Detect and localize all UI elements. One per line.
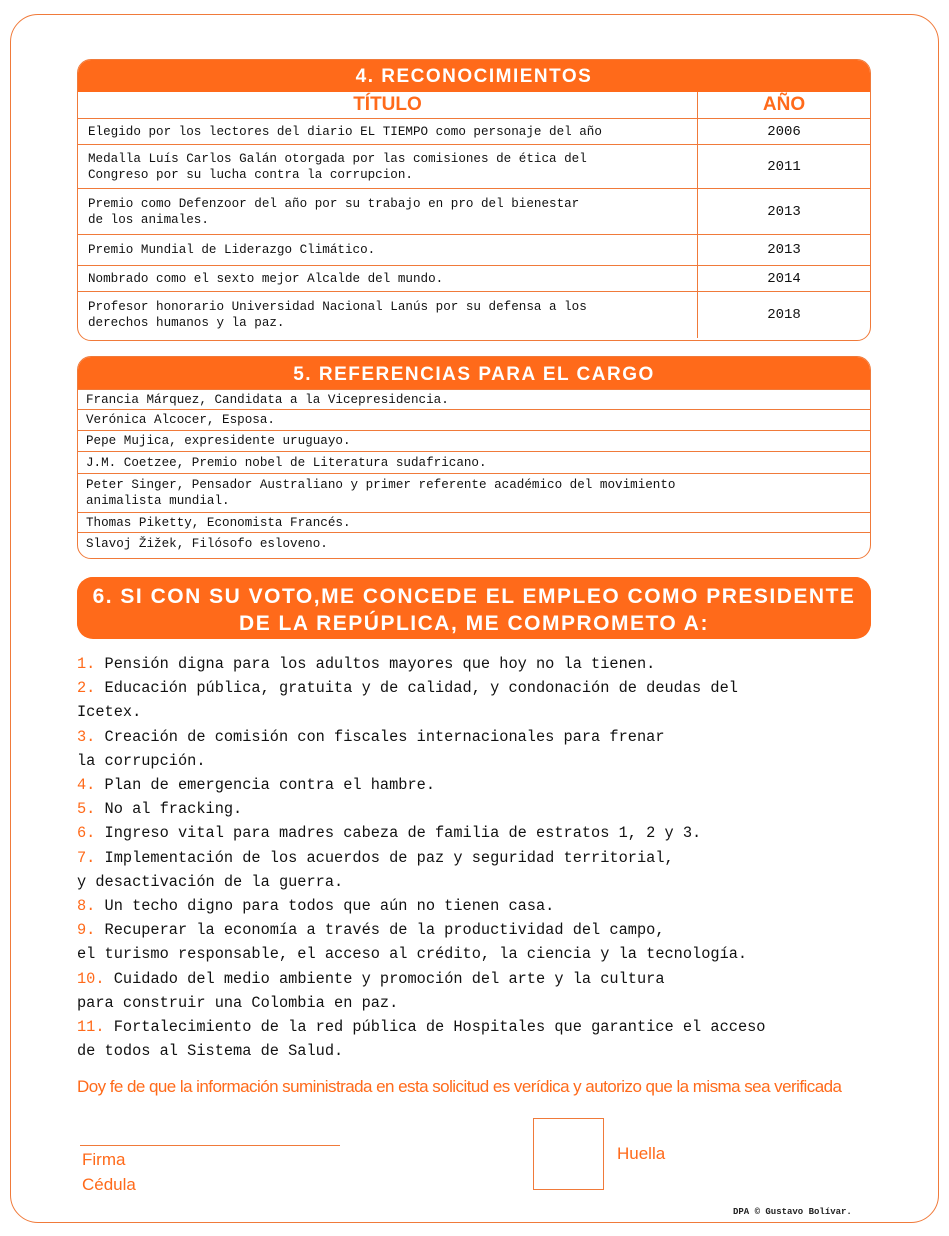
compromiso-text: No al fracking. [95,800,243,819]
reconocimiento-row [78,266,870,292]
reconocimiento-row [78,119,870,145]
compromiso-text: Creación de comisión con fiscales internacionales para frenar la corrupción. [77,727,665,770]
compromisos-heading [77,577,871,637]
compromiso-number: 6. [77,824,96,843]
compromiso-number: 3. [77,727,96,746]
reconocimientos-section [77,59,871,341]
compromiso-item [77,846,897,894]
compromiso-text: Ingreso vital para madres cabeza de familia de estratos 1, 2 y 3. [95,824,702,843]
referencia-row [78,513,870,533]
compromiso-text: Pensión digna para los adultos mayores que hoy no la tienen. [95,655,656,673]
huella-box [533,1118,604,1190]
reconocimiento-anio: 2006 [698,119,871,145]
cedula-label: Cédula [82,1175,136,1194]
compromiso-text: Fortalecimiento de la red pública de Hospitales que garantice el acceso de todos al Sistema de Salud. [77,1018,766,1061]
reconocimiento-anio: 2018 [698,292,871,338]
reconocimiento-titulo: Medalla Luís Carlos Galán otorgada por las comisiones de ética del Congreso por su lucha contra la corrupcion. [78,145,698,189]
compromiso-item [77,894,897,918]
referencia-text: Slavoj Žižek, Filósofo esloveno. [78,533,870,555]
reconocimiento-titulo: Premio Mundial de Liderazgo Climático. [78,235,698,266]
reconocimiento-anio: 2011 [698,145,871,189]
compromiso-number: 11. [77,1018,105,1037]
compromiso-item [77,676,897,724]
compromiso-number: 7. [77,848,96,867]
referencias-table [78,389,870,555]
compromiso-text: Recuperar la economía a través de la productividad del campo, el turismo responsable, el acceso al crédito, la ciencia y la tecnología. [77,921,748,964]
reconocimiento-anio: 2014 [698,266,871,292]
compromiso-item [77,821,897,845]
compromiso-text: Plan de emergencia contra el hambre. [95,776,436,795]
referencia-row [78,533,870,555]
referencia-row [78,452,870,474]
compromiso-number: 9. [77,921,96,940]
referencia-row [78,390,870,410]
compromiso-number: 5. [77,800,96,819]
compromisos-heading-line2: DE LA REPÚPLICA, ME COMPROMETO A: [239,612,709,635]
reconocimiento-row [78,145,870,189]
referencia-text: Thomas Piketty, Economista Francés. [78,513,870,533]
reconocimiento-titulo: Profesor honorario Universidad Nacional Lanús por su defensa a los derechos humanos y la paz. [78,292,698,338]
compromiso-number: 10. [77,969,105,988]
compromiso-number: 1. [77,655,96,673]
reconocimiento-titulo: Nombrado como el sexto mejor Alcalde del mundo. [78,266,698,292]
referencia-text: Pepe Mujica, expresidente uruguayo. [78,431,870,452]
declaracion-text: Doy fe de que la información suministrada en esta solicitud es verídica y autorizo que la misma sea verificada [77,1077,842,1096]
footer-credit: DPA © Gustavo Bolívar. [733,1207,852,1217]
reconocimiento-row [78,292,870,338]
referencia-row [78,474,870,513]
compromiso-item [77,918,897,966]
referencia-row [78,431,870,452]
referencia-text: Peter Singer, Pensador Australiano y primer referente académico del movimiento animalista mundial. [78,474,870,513]
compromiso-text: Educación pública, gratuita y de calidad, y condonación de deudas del Icetex. [77,679,738,722]
reconocimiento-row [78,189,870,235]
compromisos-heading-line1: 6. SI CON SU VOTO,ME CONCEDE EL EMPLEO COMO PRESIDENTE [92,585,856,608]
reconocimientos-heading: 4. RECONOCIMIENTOS [78,60,870,92]
referencia-row [78,410,870,431]
referencias-heading: 5. REFERENCIAS PARA EL CARGO [78,357,870,389]
reconocimiento-anio: 2013 [698,235,871,266]
compromisos-heading-box [77,577,871,639]
col-titulo-header: TÍTULO [353,94,422,115]
compromiso-text: Un techo digno para todos que aún no tienen casa. [95,897,555,916]
compromiso-item [77,773,897,797]
compromiso-text: Implementación de los acuerdos de paz y seguridad territorial, y desactivación de la guerra. [77,848,674,891]
referencias-section [77,356,871,559]
compromiso-item [77,1015,897,1063]
compromiso-text: Cuidado del medio ambiente y promoción del arte y la cultura para construir una Colombia en paz. [77,969,665,1012]
firma-label: Firma [82,1150,126,1169]
compromisos-list [77,652,897,1063]
firma-line [80,1145,340,1146]
reconocimiento-row [78,235,870,266]
reconocimiento-anio: 2013 [698,189,871,235]
compromiso-number: 2. [77,679,96,698]
referencia-text: Francia Márquez, Candidata a la Vicepresidencia. [78,390,870,410]
compromiso-number: 8. [77,897,96,916]
compromiso-item [77,725,897,773]
referencia-text: Verónica Alcocer, Esposa. [78,410,870,431]
reconocimiento-titulo: Elegido por los lectores del diario EL TIEMPO como personaje del año [78,119,698,145]
compromiso-item [77,652,897,676]
compromiso-item [77,967,897,1015]
reconocimiento-titulo: Premio como Defenzoor del año por su trabajo en pro del bienestar de los animales. [78,189,698,235]
compromiso-item [77,797,897,821]
compromiso-number: 4. [77,776,96,795]
col-anio-header: AÑO [698,92,871,119]
referencia-text: J.M. Coetzee, Premio nobel de Literatura sudafricano. [78,452,870,474]
huella-label: Huella [617,1144,666,1163]
reconocimientos-table [78,92,870,338]
